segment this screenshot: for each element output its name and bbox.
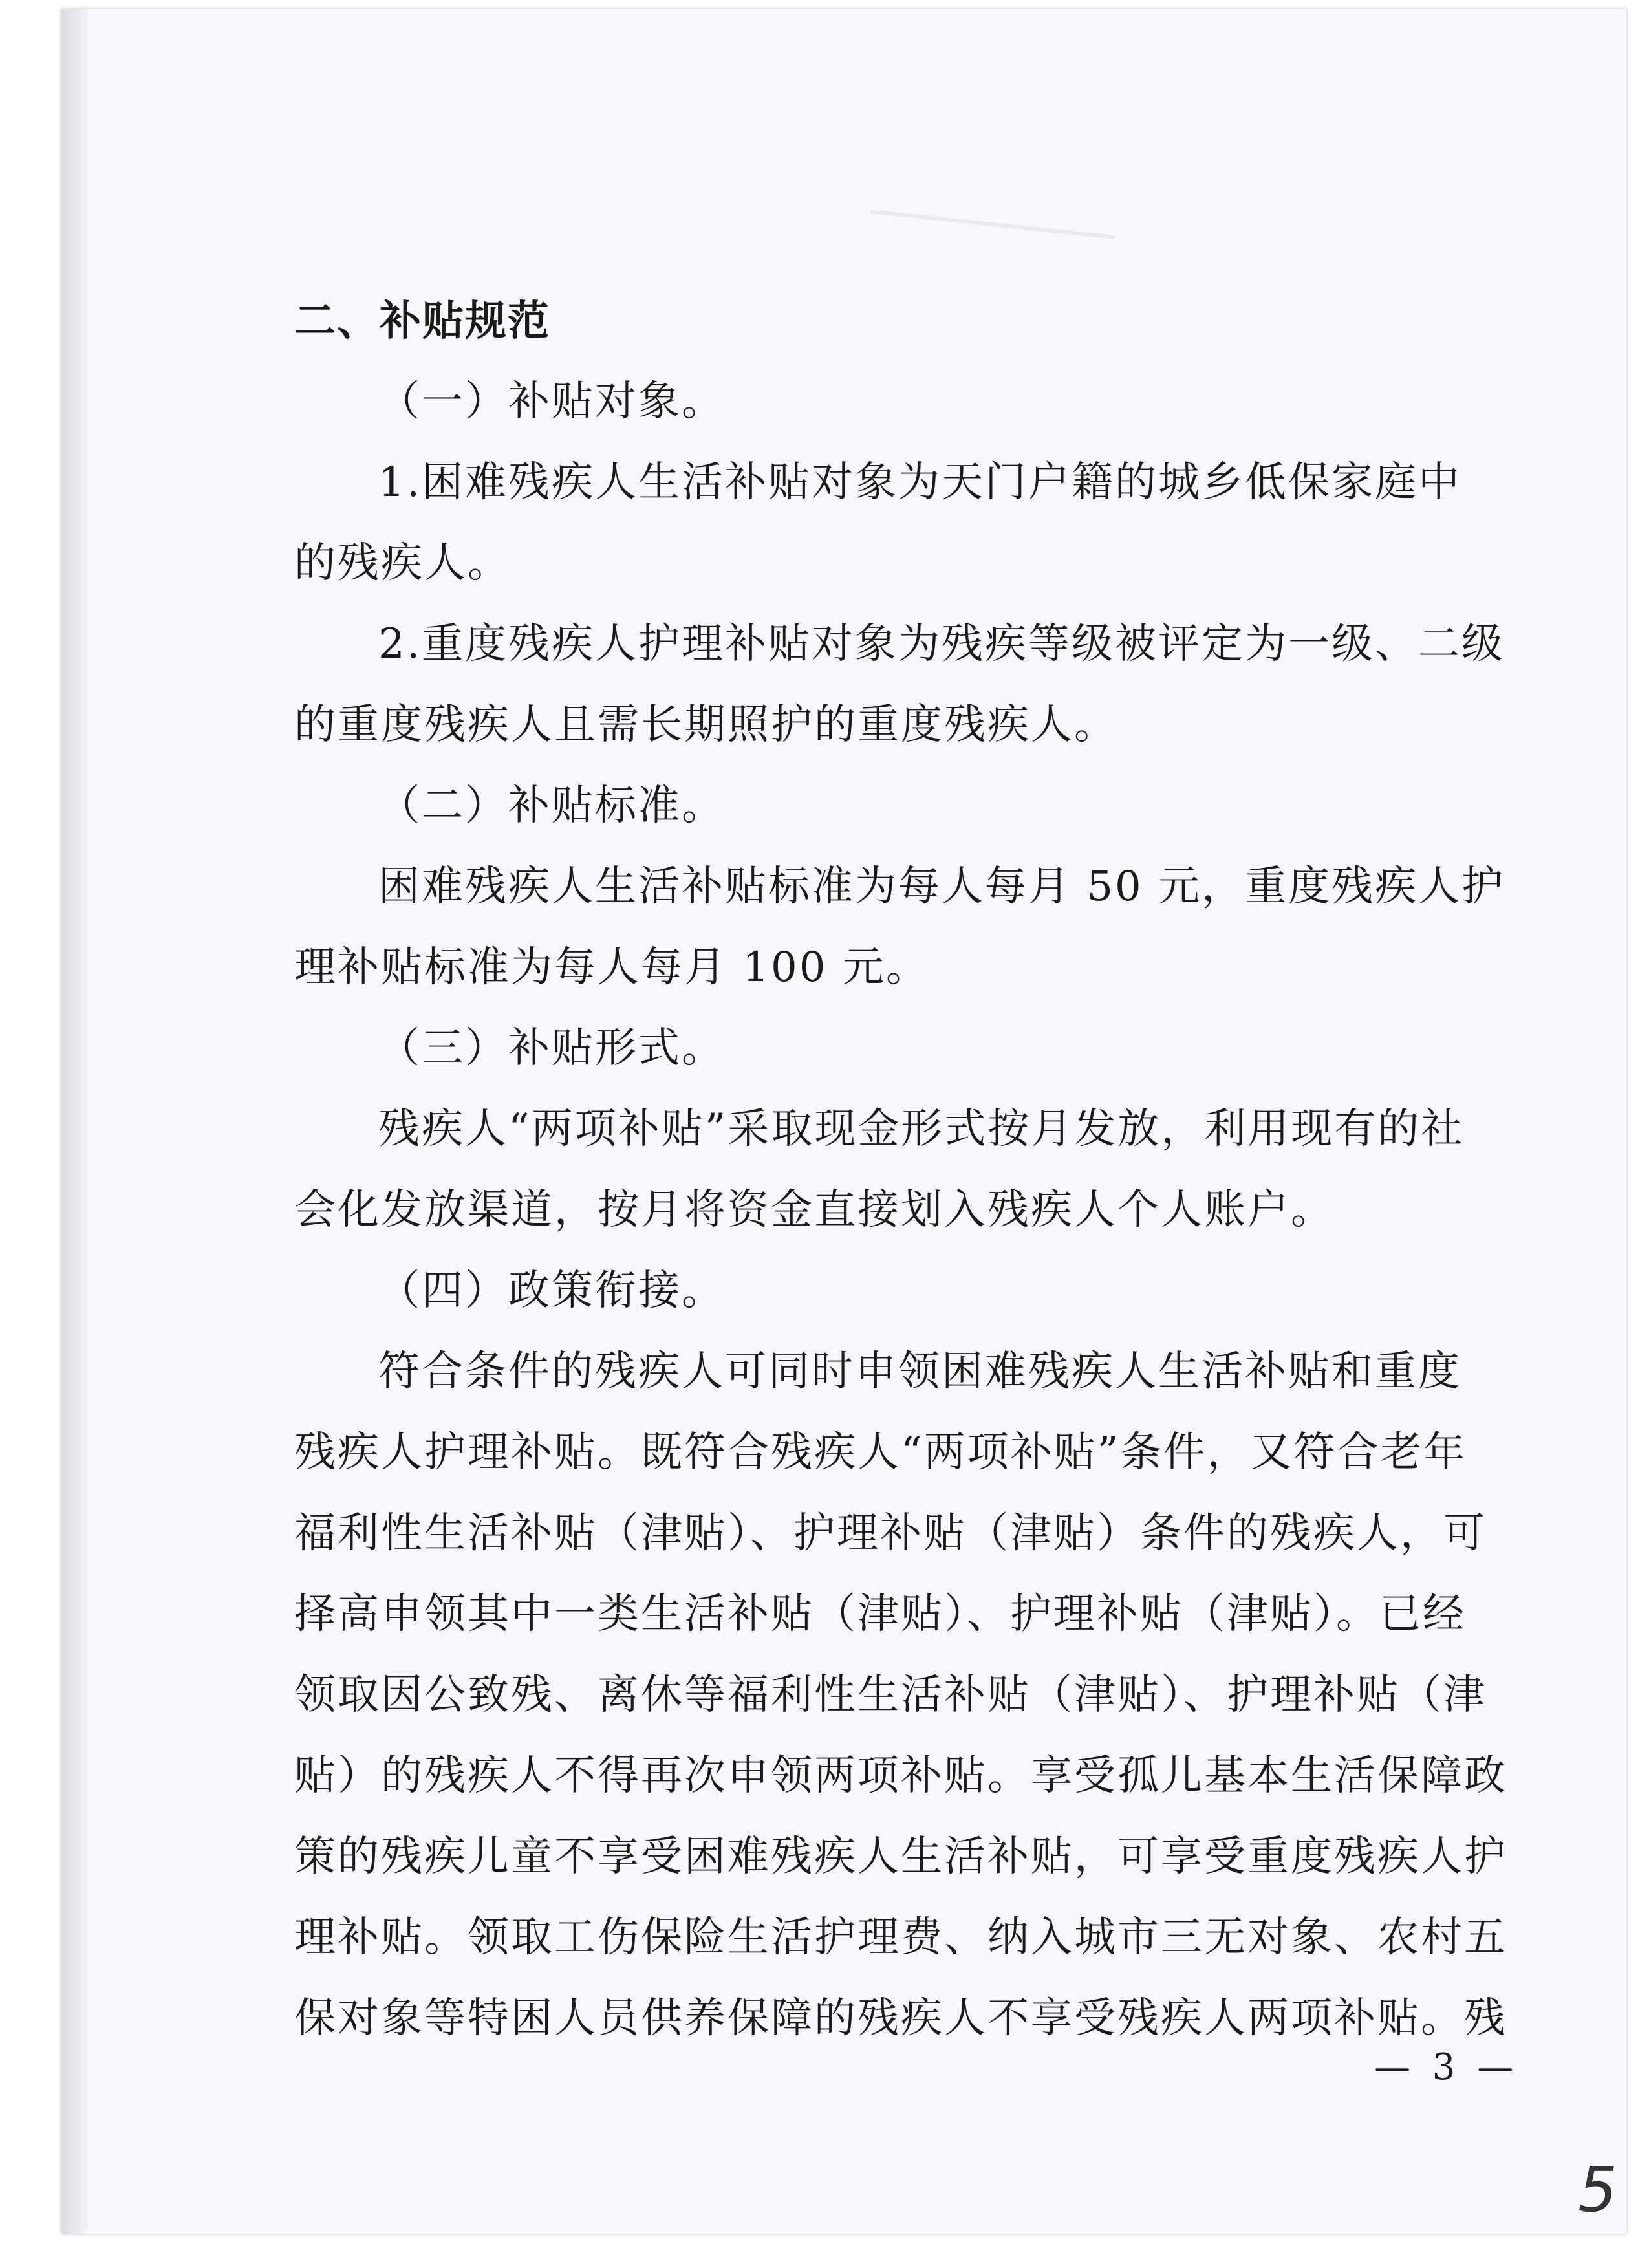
- paragraph-line: 理补贴。领取工伤保险生活护理费、纳入城市三无对象、农村五: [294, 1914, 1507, 1961]
- paragraph-line: 2.重度残疾人护理补贴对象为残疾等级被评定为一级、二级: [378, 620, 1505, 668]
- section-heading: 二、补贴规范: [294, 297, 550, 345]
- paragraph-line: 择高申领其中一类生活补贴（津贴）、护理补贴（津贴）。已经: [294, 1590, 1466, 1638]
- subsection-heading-2: （二）补贴标准。: [378, 782, 725, 830]
- paragraph-line: 的残疾人。: [294, 539, 511, 587]
- paragraph-line: 1.困难残疾人生活补贴对象为天门户籍的城乡低保家庭中: [378, 459, 1462, 506]
- paragraph-line: 策的残疾儿童不享受困难残疾人生活补贴，可享受重度残疾人护: [294, 1833, 1507, 1881]
- paragraph-line: 残疾人“两项补贴”采取现金形式按月发放，利用现有的社: [378, 1105, 1465, 1153]
- page-number: — 3 —: [1374, 2046, 1519, 2088]
- fold-mark: [870, 210, 1116, 239]
- handwritten-page-mark: 5: [1578, 2154, 1618, 2226]
- paragraph-line: 保对象等特困人员供养保障的残疾人不享受残疾人两项补贴。残: [294, 1994, 1507, 2042]
- paragraph-line: 福利性生活补贴（津贴）、护理补贴（津贴）条件的残疾人，可: [294, 1509, 1487, 1557]
- paragraph-line: 的重度残疾人且需长期照护的重度残疾人。: [294, 701, 1117, 749]
- paragraph-line: 领取因公致残、离休等福利性生活补贴（津贴）、护理补贴（津: [294, 1671, 1487, 1719]
- subsection-heading-4: （四）政策衔接。: [378, 1267, 725, 1315]
- paragraph-line: 残疾人护理补贴。既符合残疾人“两项补贴”条件，又符合老年: [294, 1429, 1467, 1476]
- paragraph-line: 符合条件的残疾人可同时申领困难残疾人生活补贴和重度: [378, 1348, 1461, 1396]
- paragraph-line: 困难残疾人生活补贴标准为每人每月 50 元，重度残疾人护: [378, 863, 1505, 911]
- paragraph-line: 贴）的残疾人不得再次申领两项补贴。享受孤儿基本生活保障政: [294, 1752, 1507, 1800]
- paragraph-line: 会化发放渠道，按月将资金直接划入残疾人个人账户。: [294, 1186, 1334, 1234]
- document-body: [294, 281, 1523, 2059]
- paragraph-line: 理补贴标准为每人每月 100 元。: [294, 944, 929, 991]
- subsection-heading-3: （三）补贴形式。: [378, 1024, 725, 1072]
- document-page: [61, 9, 1626, 2234]
- subsection-heading-1: （一）补贴对象。: [378, 378, 725, 426]
